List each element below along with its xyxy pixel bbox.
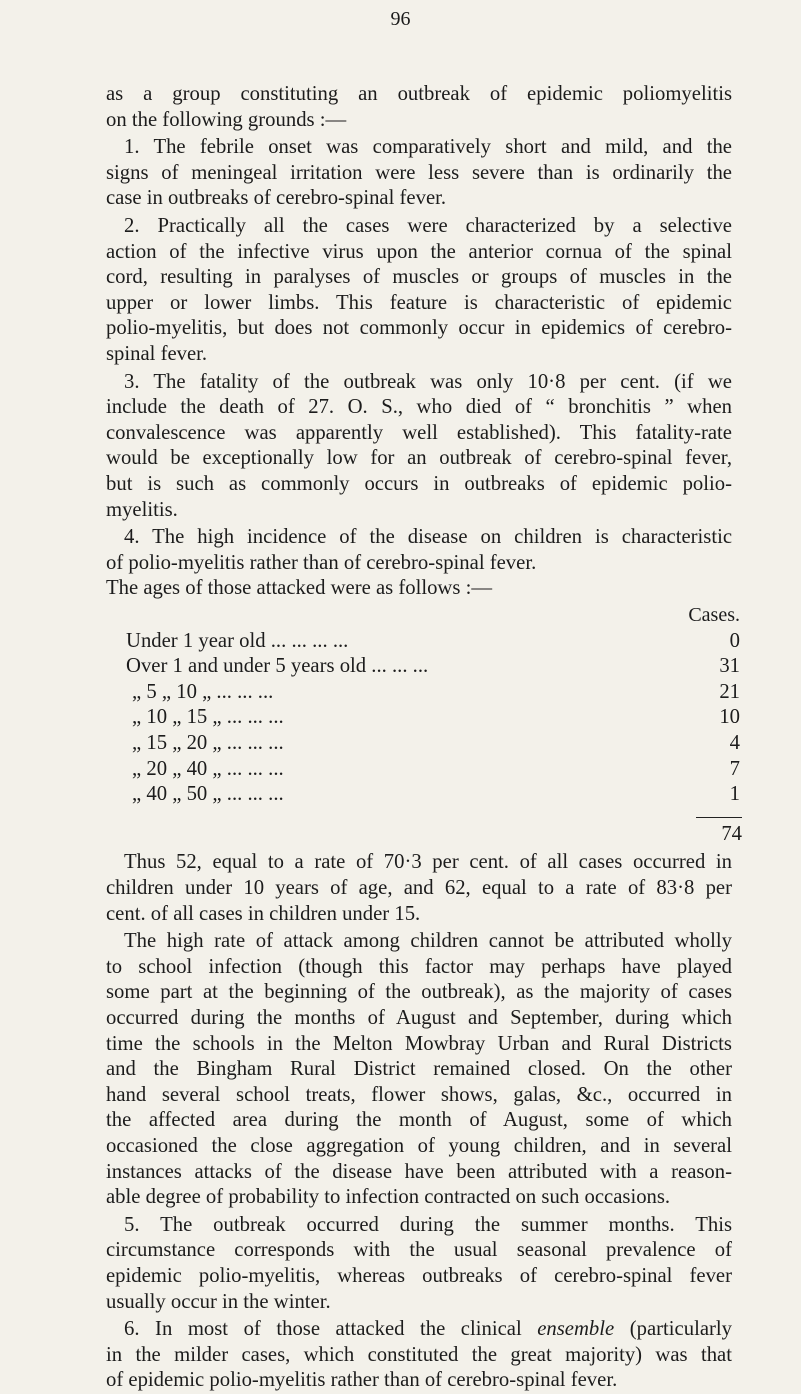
text-line: 5. The outbreak occurred during the summer months. This bbox=[124, 1213, 732, 1236]
text-line: include the death of 27. O. S., who died of “ bronchitis ” when bbox=[106, 396, 732, 419]
text-line: Thus 52, equal to a rate of 70·3 per cent. of all cases occurred in bbox=[124, 851, 732, 874]
text-fragment: 6. In most of those attacked the clinical bbox=[124, 1318, 538, 1341]
age-group-label: Over 1 and under 5 years old ... ... ... bbox=[126, 655, 429, 678]
text-line: occurred during the months of August and September, during which bbox=[106, 1006, 732, 1029]
paragraph-4b bbox=[106, 850, 732, 927]
emphasis-ensemble: ensemble bbox=[537, 1318, 615, 1341]
age-group-label: „ 20 „ 40 „ ... ... ... bbox=[132, 757, 284, 780]
age-group-label: „ 5 „ 10 „ ... ... ... bbox=[132, 680, 274, 703]
text-line: as a group constituting an outbreak of epidemic poliomyelitis bbox=[106, 83, 732, 105]
text-line bbox=[106, 1317, 732, 1343]
paragraph-6 bbox=[106, 1317, 732, 1394]
text-line: children under 10 years of age, and 62, equal to a rate of 83·8 per bbox=[106, 876, 732, 899]
paragraph-2 bbox=[106, 214, 732, 368]
text-line: occasioned the close aggregation of young children, and in several bbox=[106, 1134, 732, 1157]
age-group-label: „ 15 „ 20 „ ... ... ... bbox=[132, 732, 284, 754]
text-line: able degree of probability to infection contracted on such occasions. bbox=[106, 1186, 671, 1209]
text-line: of epidemic polio-myelitis rather than of cerebro-spinal fever. bbox=[106, 1369, 618, 1392]
cases-total: 74 bbox=[721, 822, 742, 845]
table-row bbox=[126, 758, 740, 786]
age-group-label: „ 40 „ 50 „ ... ... ... bbox=[132, 783, 284, 806]
paragraph-5 bbox=[106, 1213, 732, 1315]
case-count: 21 bbox=[719, 680, 740, 703]
case-count: 1 bbox=[729, 783, 740, 806]
text-line: The ages of those attacked were as follows :— bbox=[106, 577, 493, 600]
text-line: some part at the beginning of the outbreak), as the majority of cases bbox=[106, 981, 732, 1004]
text-line: on the following grounds :— bbox=[106, 108, 347, 131]
text-line: would be exceptionally low for an outbreak of cerebro-spinal fever, bbox=[106, 447, 732, 470]
paragraph-4 bbox=[106, 525, 732, 602]
text-line: hand several school treats, flower shows, galas, &c., occurred in bbox=[106, 1083, 732, 1106]
text-line: to school infection (though this factor may perhaps have played bbox=[106, 955, 732, 978]
text-line: circumstance corresponds with the usual seasonal prevalence of bbox=[106, 1239, 732, 1262]
text-line: 4. The high incidence of the disease on children is characteristic bbox=[124, 526, 732, 549]
table-row bbox=[126, 706, 740, 734]
text-line: usually occur in the winter. bbox=[106, 1290, 331, 1313]
case-count: 0 bbox=[729, 629, 740, 652]
text-line: 2. Practically all the cases were characterized by a selective bbox=[124, 215, 732, 237]
text-line: upper or lower limbs. This feature is characteristic of epidemic bbox=[106, 291, 732, 314]
text-line: 3. The fatality of the outbreak was only 10·8 per cent. (if we bbox=[124, 370, 732, 393]
text-line: epidemic polio-myelitis, whereas outbreaks of cerebro-spinal fever bbox=[106, 1264, 732, 1287]
text-line: and the Bingham Rural District remained closed. On the other bbox=[106, 1058, 732, 1081]
text-line: action of the infective virus upon the anterior cornua of the spinal bbox=[106, 240, 732, 263]
total-rule bbox=[696, 817, 742, 818]
text-line: cent. of all cases in children under 15. bbox=[106, 902, 421, 925]
table-row bbox=[126, 630, 740, 658]
paragraph-1 bbox=[106, 135, 732, 212]
text-line: polio-myelitis, but does not commonly occur in epidemics of cerebro- bbox=[106, 317, 732, 340]
text-line: cord, resulting in paralyses of muscles or groups of muscles in the bbox=[106, 266, 732, 289]
text-line: of polio-myelitis rather than of cerebro-spinal fever. bbox=[106, 551, 537, 574]
text-line: convalescence was apparently well established). This fatality-rate bbox=[106, 421, 732, 444]
table-row bbox=[126, 732, 740, 760]
text-line: in the milder cases, which constituted the great majority) was that bbox=[106, 1343, 732, 1366]
text-line: time the schools in the Melton Mowbray Urban and Rural Districts bbox=[106, 1032, 732, 1055]
text-line: 1. The febrile onset was comparatively short and mild, and the bbox=[124, 136, 732, 159]
text-line: the affected area during the month of August, some of which bbox=[106, 1109, 732, 1132]
text-line: signs of meningeal irritation were less severe than is ordinarily the bbox=[106, 161, 732, 184]
age-group-label: „ 10 „ 15 „ ... ... ... bbox=[132, 706, 284, 729]
text-line: instances attacks of the disease have been attributed with a reason- bbox=[106, 1160, 732, 1183]
page-number: 96 bbox=[390, 8, 411, 30]
cases-column-header: Cases. bbox=[688, 604, 740, 626]
case-count: 10 bbox=[719, 706, 740, 729]
text-line: The high rate of attack among children cannot be attributed wholly bbox=[124, 930, 732, 953]
text-line: but is such as commonly occurs in outbreaks of epidemic polio- bbox=[106, 472, 732, 495]
case-count: 4 bbox=[729, 732, 740, 754]
paragraph-3 bbox=[106, 370, 732, 524]
case-count: 7 bbox=[729, 757, 740, 780]
text-line: myelitis. bbox=[106, 498, 178, 521]
paragraph-intro bbox=[106, 82, 732, 133]
text-fragment: (particularly bbox=[614, 1318, 732, 1341]
text-line: spinal fever. bbox=[106, 342, 208, 365]
age-group-label: Under 1 year old ... ... ... ... bbox=[126, 629, 349, 652]
table-row bbox=[126, 655, 740, 683]
case-count: 31 bbox=[719, 655, 740, 678]
table-row bbox=[126, 681, 740, 709]
text-line: case in outbreaks of cerebro-spinal fever. bbox=[106, 187, 447, 210]
paragraph-4c bbox=[106, 929, 732, 1211]
table-row bbox=[126, 783, 740, 811]
